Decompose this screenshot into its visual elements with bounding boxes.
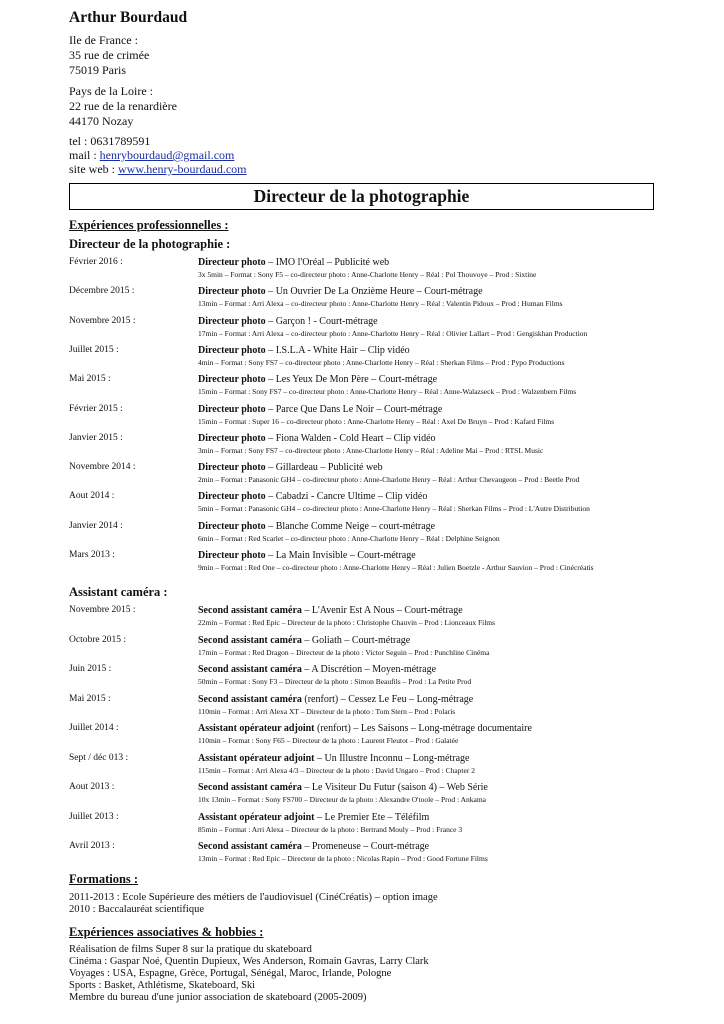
experience-entry [69, 491, 669, 517]
entry-project: – IMO l'Oréal – Publicité web [265, 257, 390, 268]
experience-entry [69, 841, 669, 867]
entry-date: Juillet 2014 : [69, 723, 119, 733]
entry-date: Janvier 2014 : [69, 520, 123, 531]
person-name: Arthur Bourdaud [69, 9, 188, 26]
entry-role: Assistant opérateur adjoint [198, 811, 315, 823]
experience-entry [69, 782, 669, 808]
formation-item: 2010 : Baccalauréat scientifique [69, 904, 204, 915]
entry-detail: 2min – Format : Panasonic GH4 – co-directeur photo : Anne-Charlotte Henry – Réal : Arthur Chevaugeon – Prod : Beetle Prod [198, 475, 580, 485]
entry-date: Avril 2013 : [69, 841, 115, 851]
email-link[interactable]: henrybourdaud@gmail.com [99, 148, 235, 162]
entry-detail: 10x 13min – Format : Sony FS700 – Directeur de la photo : Alexandre O'toole – Prod : Ankama [198, 795, 486, 804]
entry-date: Février 2016 : [69, 257, 123, 267]
phone: tel : 0631789591 [69, 134, 151, 148]
entry-detail: 50min – Format : Sony F3 – Directeur de la photo : Simon Beaufils – Prod : La Petite Prod [198, 677, 472, 686]
entry-detail: 13min – Format : Red Epic – Directeur de la photo : Nicolas Rapin – Prod : Good Fortune Films [198, 854, 488, 863]
entry-detail: 15min – Format : Sony FS7 – co-directeur photo : Anne-Charlotte Henry – Réal : Anne-Walazseck – Prod : Walzenbern Films [198, 387, 577, 397]
entry-role: Directeur photo [198, 491, 266, 503]
entry-title [198, 782, 488, 793]
entry-role: Second assistant caméra [198, 693, 302, 705]
entry-project: – A Discrétion – Moyen-métrage [301, 664, 437, 675]
entry-date: Aout 2013 : [69, 782, 115, 792]
entry-project: – Garçon ! - Court-métrage [265, 315, 378, 327]
entry-date: Juillet 2013 : [69, 811, 119, 822]
experience-entry [69, 521, 669, 547]
entry-date: Novembre 2015 : [69, 315, 136, 326]
entry-detail: 22min – Format : Red Epic – Directeur de la photo : Christophe Chauvin – Prod : Lionceaux Films [198, 618, 496, 627]
entry-title [198, 257, 389, 268]
entry-role: Directeur photo [198, 403, 266, 415]
entry-detail: 6min – Format : Red Scarlet – co-directeur photo : Anne-Charlotte Henry – Réal : Delphine Seignon [198, 533, 500, 543]
entry-title [198, 694, 473, 705]
experience-entry [69, 812, 669, 838]
entry-project: – La Main Invisible – Court-métrage [265, 550, 416, 561]
entry-project: – Promeneuse – Court-métrage [301, 841, 430, 852]
entry-project: – Un Illustre Inconnu – Long-métrage [314, 752, 470, 764]
entry-title [198, 635, 410, 646]
entry-title [198, 841, 429, 852]
entry-role: Directeur photo [198, 315, 266, 327]
assistant-heading: Assistant caméra : [69, 585, 168, 599]
entry-date: Janvier 2015 : [69, 432, 123, 443]
entry-title [198, 664, 436, 675]
entry-date: Mai 2015 : [69, 693, 111, 704]
entry-project: – L'Avenir Est A Nous – Court-métrage [301, 605, 463, 616]
entry-title [198, 753, 469, 764]
address-line: 75019 Paris [69, 63, 126, 77]
entry-title [198, 433, 436, 444]
entry-project: – Gillardeau – Publicité web [265, 462, 383, 474]
entry-role: Directeur photo [198, 374, 266, 386]
entry-detail: 110min – Format : Sony F65 – Directeur de la photo : Laurent Fleutot – Prod : Galatée [198, 736, 459, 745]
entry-date: Sept / déc 013 : [69, 752, 129, 763]
entry-date: Novembre 2015 : [69, 605, 136, 615]
entry-detail: 17min – Format : Red Dragon – Directeur de la photo : Victor Seguin – Prod : Punchline Cinéma [198, 647, 490, 657]
entry-project: – Les Yeux De Mon Père – Court-métrage [265, 374, 438, 386]
entry-role: Directeur photo [198, 286, 266, 298]
experience-entry [69, 694, 669, 720]
entry-project: – Goliath – Court-métrage [301, 634, 411, 646]
entry-date: Décembre 2015 : [69, 286, 135, 297]
experience-entry [69, 753, 669, 779]
experience-entry [69, 664, 669, 690]
entry-title [198, 491, 427, 502]
entry-date: Février 2015 : [69, 403, 123, 414]
experience-entry [69, 345, 669, 371]
experience-entry [69, 550, 669, 576]
entry-project: (renfort) – Les Saisons – Long-métrage documentaire [314, 723, 532, 734]
entry-title [198, 723, 532, 734]
website-label: site web : [69, 162, 118, 176]
entry-role: Second assistant caméra [198, 841, 302, 852]
entry-detail: 110min – Format : Arri Alexa XT – Directeur de la photo : Tom Stern – Prod : Polaris [198, 706, 456, 716]
entry-role: Directeur photo [198, 344, 266, 356]
entry-date: Aout 2014 : [69, 491, 115, 502]
entry-title [198, 812, 429, 823]
entry-role: Directeur photo [198, 520, 266, 532]
formations-list [69, 892, 438, 916]
entry-date: Octobre 2015 : [69, 634, 126, 645]
website-link[interactable]: www.henry-bourdaud.com [118, 162, 247, 176]
entry-detail: 15min – Format : Super 16 – co-directeur photo : Anne-Charlotte Henry – Réal : Axel De Bruyn – Prod : Kafard Films [198, 416, 555, 426]
email-label: mail : [69, 148, 100, 162]
entry-role: Directeur photo [198, 550, 266, 561]
entry-title [198, 374, 437, 385]
address-pays-de-la-loire [69, 84, 177, 129]
entry-detail: 115min – Format : Arri Alexa 4/3 – Directeur de la photo : David Ungaro – Prod : Chapter 2 [198, 765, 475, 775]
entry-date: Juillet 2015 : [69, 344, 119, 355]
formation-item: 2011-2013 : Ecole Supérieure des métiers de l'audiovisuel (CinéCréatis) – option image [69, 892, 438, 903]
experience-entry [69, 433, 669, 459]
entry-title [198, 550, 416, 561]
website-line [69, 162, 247, 176]
experiences-heading: Expériences professionnelles : [69, 218, 229, 232]
cv-title: Directeur de la photographie [69, 183, 654, 210]
experience-entry [69, 462, 669, 488]
address-line: 22 rue de la renardière [69, 99, 177, 113]
hobby-item: Cinéma : Gaspar Noé, Quentin Dupieux, Wes Anderson, Romain Gavras, Larry Clark [69, 956, 429, 967]
entry-project: – Fiona Walden - Cold Heart – Clip vidéo [265, 432, 436, 444]
entry-detail: 13min – Format : Arri Alexa – co-directeur photo : Anne-Charlotte Henry – Réal : Valentin Pidoux – Prod : Human Films [198, 299, 563, 309]
address-line: 44170 Nozay [69, 114, 134, 128]
entry-detail: 5min – Format : Panasonic GH4 – co-directeur photo : Anne-Charlotte Henry – Réal : Sherkan Films – Prod : L'Autre Distribution [198, 504, 590, 514]
entry-date: Mai 2015 : [69, 374, 111, 385]
entry-date: Juin 2015 : [69, 664, 112, 674]
entry-title [198, 345, 410, 356]
entry-date: Novembre 2014 : [69, 462, 136, 473]
experience-entry [69, 404, 669, 430]
entry-title [198, 521, 435, 532]
entry-role: Directeur photo [198, 462, 266, 474]
entry-project: (renfort) – Cessez Le Feu – Long-métrage [301, 693, 474, 705]
experience-entry [69, 257, 669, 283]
entry-project: – Le Visiteur Du Futur (saison 4) – Web Série [301, 782, 488, 793]
address-line: 35 rue de crimée [69, 48, 150, 62]
address-line: Ile de France : [69, 33, 138, 47]
entry-detail: 3x 5min – Format : Sony F5 – co-directeur photo : Anne-Charlotte Henry – Réal : Pol Thouvoye – Prod : Sixtine [198, 270, 537, 279]
entry-detail: 3min – Format : Sony FS7 – co-directeur photo : Anne-Charlotte Henry – Réal : Adeline Mai – Prod : RTSL Music [198, 445, 544, 455]
entry-date: Mars 2013 : [69, 550, 115, 560]
entry-role: Second assistant caméra [198, 782, 302, 793]
entry-title [198, 462, 383, 473]
entry-role: Assistant opérateur adjoint [198, 723, 315, 734]
formations-heading: Formations : [69, 872, 139, 886]
contact-block [69, 134, 247, 176]
entry-title [198, 316, 378, 327]
entry-detail: 4min – Format : Sony FS7 – co-directeur photo : Anne-Charlotte Henry – Réal : Sherkan Films – Prod : Pypo Productions [198, 357, 565, 367]
hobbies-heading: Expériences associatives & hobbies : [69, 925, 264, 939]
address-line: Pays de la Loire : [69, 84, 153, 98]
entry-project: – Blanche Comme Neige – court-métrage [265, 520, 436, 532]
experience-entry [69, 374, 669, 400]
hobbies-list [69, 944, 429, 1004]
entry-role: Second assistant caméra [198, 605, 302, 616]
entry-title [198, 286, 483, 297]
dop-heading: Directeur de la photographie : [69, 237, 231, 251]
entry-title [198, 404, 442, 415]
hobby-item: Voyages : USA, Espagne, Grèce, Portugal, Sénégal, Maroc, Irlande, Pologne [69, 968, 392, 979]
hobby-item: Sports : Basket, Athlétisme, Skateboard, Ski [69, 980, 256, 991]
entry-project: – Cabadzi - Cancre Ultime – Clip vidéo [265, 491, 428, 503]
experience-entry [69, 635, 669, 661]
entry-detail: 85min – Format : Arri Alexa – Directeur de la photo : Bertrand Mouly – Prod : France 3 [198, 824, 463, 834]
entry-role: Second assistant caméra [198, 664, 302, 675]
entry-role: Directeur photo [198, 432, 266, 444]
entry-project: – Un Ouvrier De La Onzième Heure – Court-métrage [265, 286, 483, 298]
entry-title [198, 605, 463, 616]
entry-role: Directeur photo [198, 257, 266, 268]
experience-entry [69, 316, 669, 342]
experience-entry [69, 723, 669, 749]
entry-project: – Parce Que Dans Le Noir – Court-métrage [265, 403, 443, 415]
entry-role: Assistant opérateur adjoint [198, 752, 315, 764]
hobby-item: Réalisation de films Super 8 sur la pratique du skateboard [69, 944, 312, 955]
entry-project: – Le Premier Ete – Téléfilm [314, 811, 430, 823]
entry-role: Second assistant caméra [198, 634, 302, 646]
experience-entry [69, 605, 669, 631]
entry-detail: 17min – Format : Arri Alexa – co-directeur photo : Anne-Charlotte Henry – Réal : Olivier Lallart – Prod : Gengiskhan Production [198, 328, 588, 338]
address-ile-de-france [69, 33, 149, 78]
entry-detail: 9min – Format : Red One – co-directeur photo : Anne-Charlotte Henry – Réal : Julien Boetzle - Arthur Sauvion – Prod : Cinécréatis [198, 563, 594, 572]
hobby-item: Membre du bureau d'une junior association de skateboard (2005-2009) [69, 992, 367, 1003]
email-line [69, 148, 247, 162]
entry-project: – I.S.L.A - White Hair – Clip vidéo [265, 344, 410, 356]
experience-entry [69, 286, 669, 312]
